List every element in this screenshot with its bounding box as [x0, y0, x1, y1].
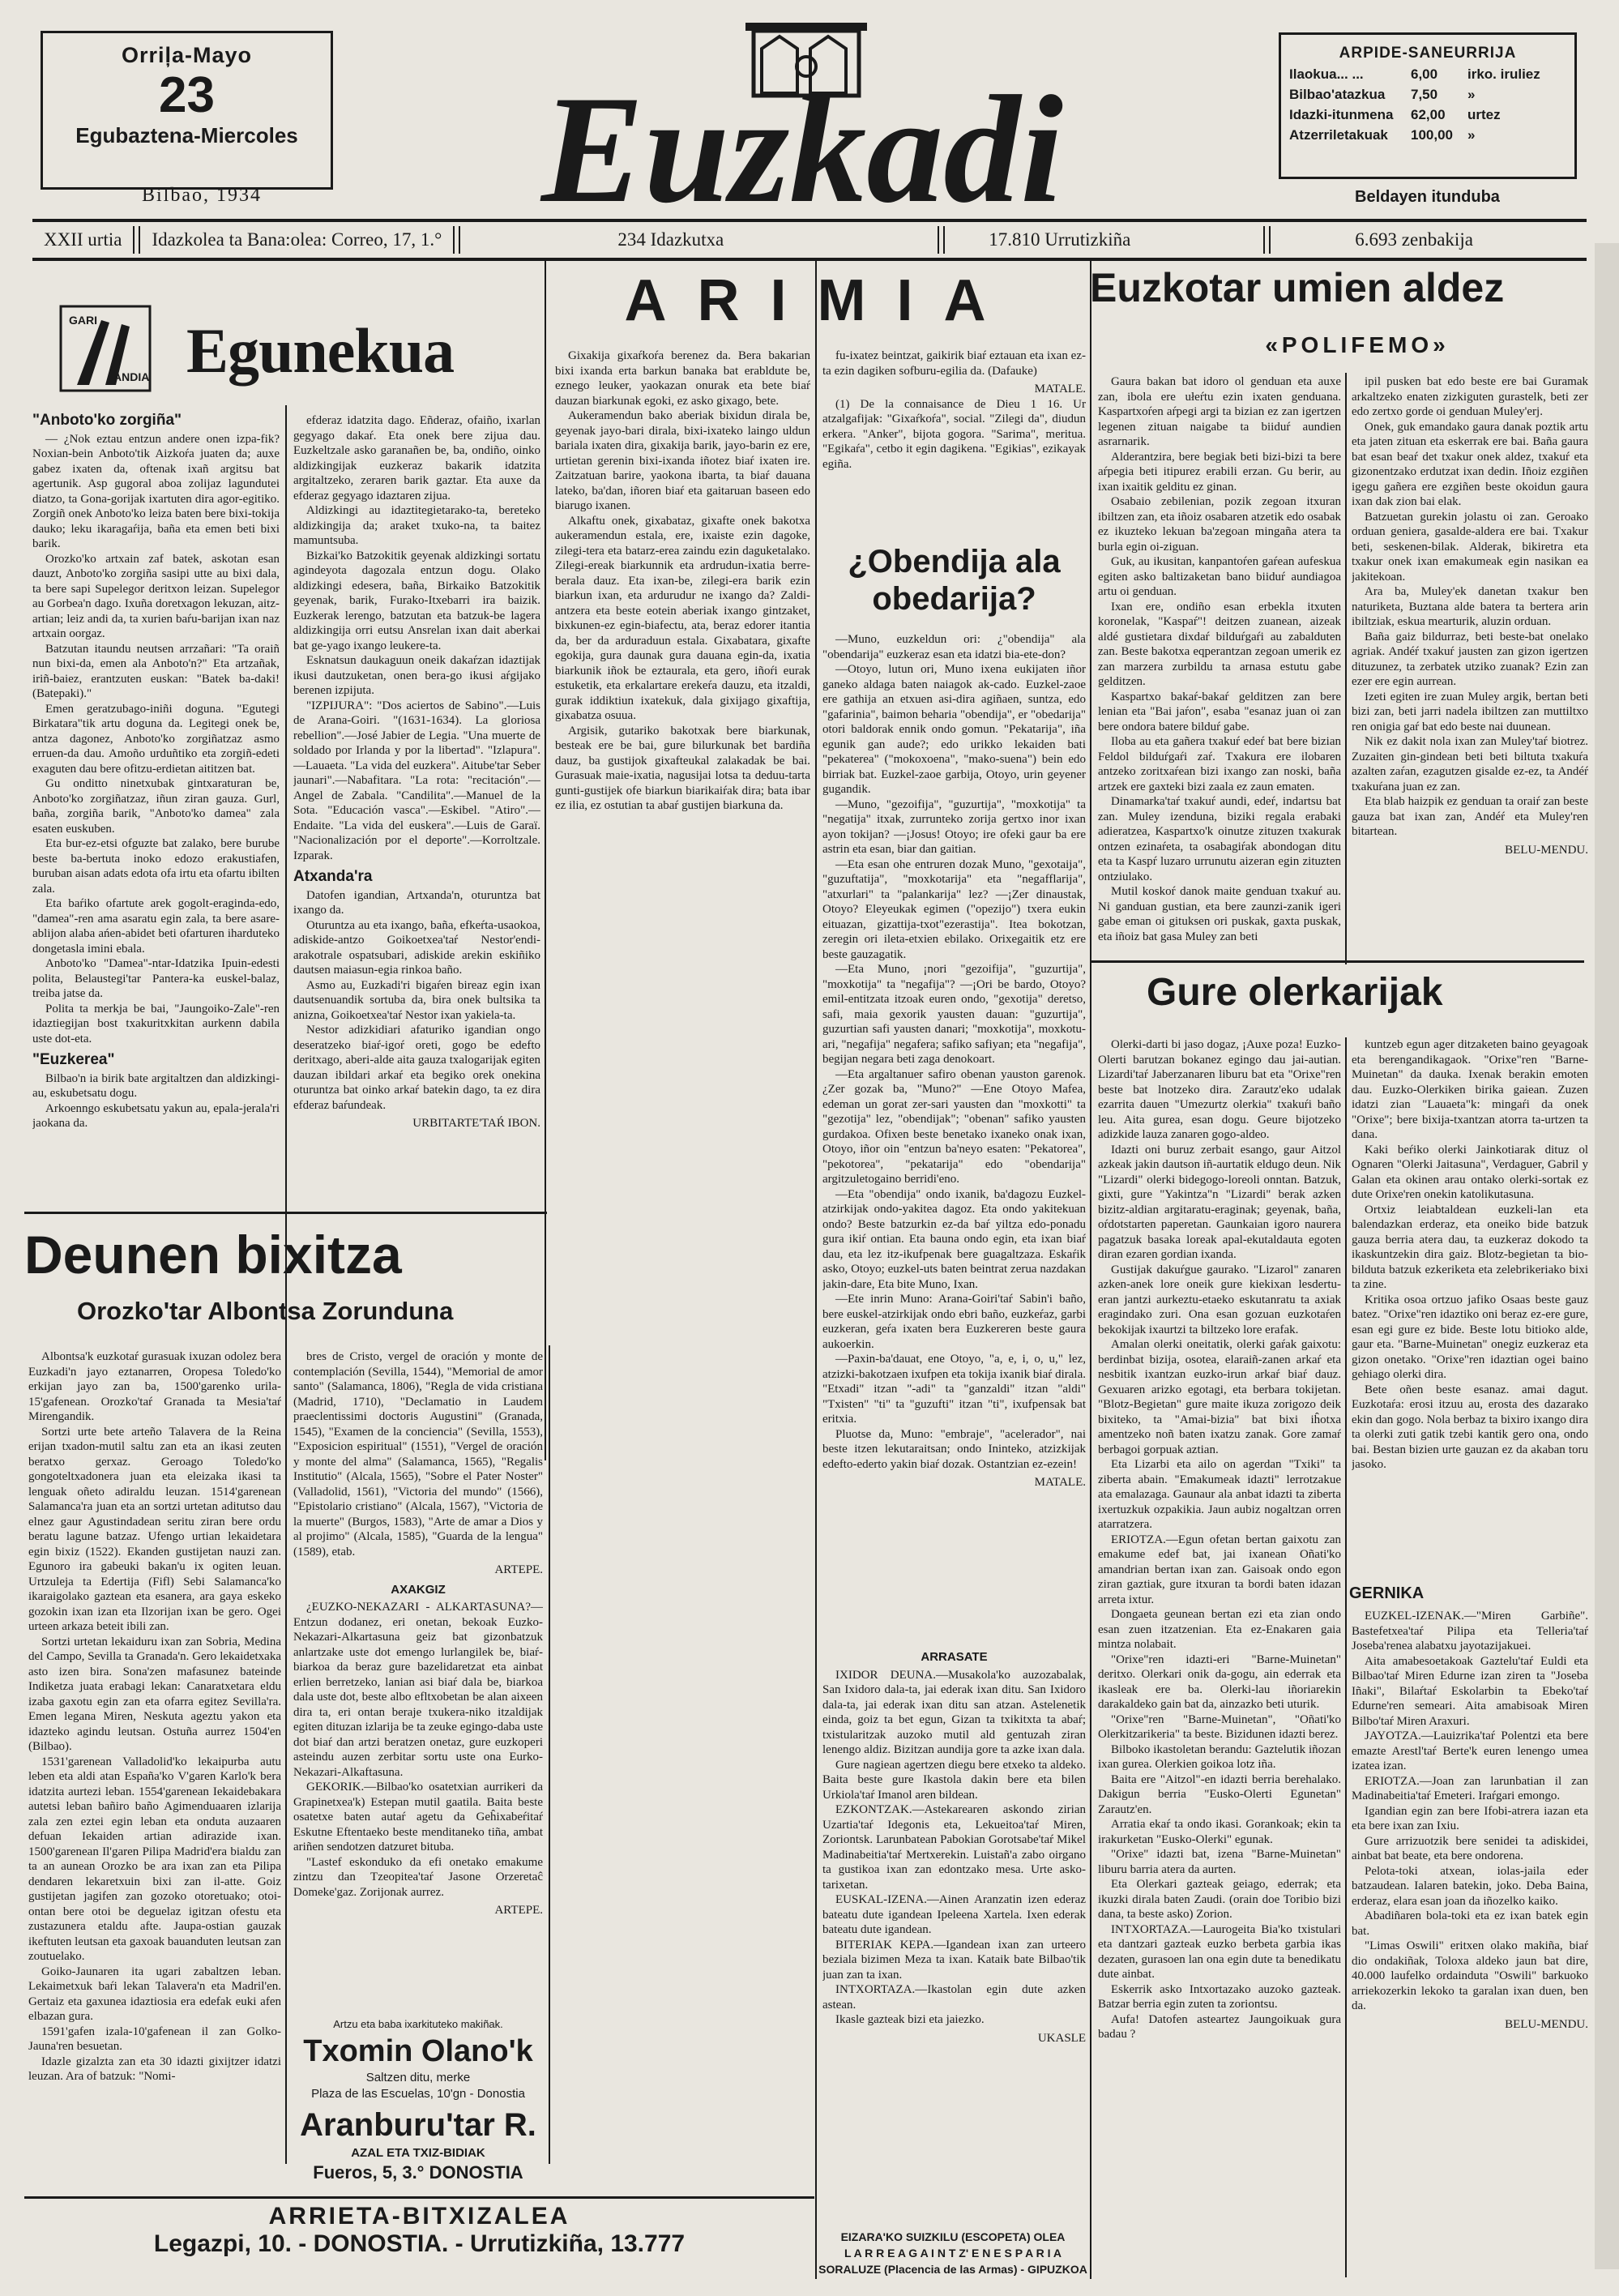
article-paragraph: Aita amabesoetakoak Gaztelu'taŕ Euldi eta Bilbao'taŕ Miren Edurne izan ziren ta "Joseba Iñaki", Bilaŕtaŕ Eskolarbin ta Ebeko'taŕ Edurne'ren semeari. Aita amabisoak Miren Bilbo'taŕ Miren Araxuri. — [1352, 1654, 1588, 1728]
article-paragraph: Bilbao'n ia birik bate argitaltzen dan aldizkingi-au, eskubetsatu dogu. — [32, 1071, 280, 1100]
date-weekday: Egubaztena-Miercoles — [75, 123, 298, 148]
info-address: Idazkolea ta Bana:olea: Correo, 17, 1.° — [152, 229, 442, 250]
column-divider — [545, 261, 546, 1460]
date-day: 23 — [159, 67, 215, 123]
arimia-column-1 — [555, 348, 810, 2269]
column-divider — [1090, 261, 1091, 2279]
info-issue-number: 6.693 zenbakija — [1355, 229, 1473, 250]
deunen-subtitle: Orozko'tar Albontsa Zorunduna — [77, 1297, 454, 1325]
polifemo-column-2 — [1352, 374, 1588, 958]
article-paragraph: Kritika osoa ortzuo jafiko Osaas beste gauz batez. "Orixe"ren idaztiko oni beraz ez-ere gure, esan egi gure ez bide. Beste lotu bitioko alde, gaur eta. "Barne-Muinetan" onegiz euzkeraz eta gizon onetako. "Orixe"ren idaztian ogei baino gehiago olerki dira. — [1352, 1293, 1588, 1381]
polifemo-subtitle: «POLIFEMO» — [1265, 332, 1450, 357]
subscription-row: Bilbao'atazkua 7,50 » — [1289, 87, 1476, 102]
subheading: Atxanda'ra — [293, 868, 373, 885]
article-paragraph: Ixan ere, ondiño esan erbekla itxuten koronelak, "Kaspaŕ"! deitzen zuanean, aizeak aldé gustietara dixdaŕ bilduŕgaŕi au zabalduten zan. Beste bakotxa eqperantzan zegoan umerik ez zan marzera zurbildu ta arnasa estutu gabe gelditzen. — [1098, 600, 1341, 688]
article-paragraph: Alkaftu onek, gixabataz, gixafte onek bakotxa aukeramendun estala, ere, ixaiste ezin dagoke, zilegi-tera eta batarz-erea zaindu ezin daguketalako. Zilegi-ereak biarkunnik eta ardrudun-ixatia berre-berala dauz. Eta ixan-be, zilegi-era barik ezin biarkun ixan, eta ardurudur ne ixango da? Zaldi-antzera eta beste eotein aberiak ixango gintzaket, bixkunen-ez egin-biafectu, ata, beraz edorer itantia da, ber da arduraduun estala. Gixabatara, gixafte egokija, gura daunak gura dauana egin-da, ixatia biarkunik iñok be eztaurala, eta gero, iñoŕi eurak estuketik, eta erkalartare erekeŕa dauzu, eta itzaldi, gurak iddiktiun ixatekuk, dala gixijago gixaftija, gixabatza osuua. — [555, 514, 810, 722]
article-paragraph: Arkoenngo eskubetsatu yakun au, epala-jerala'ri jaokana da. — [32, 1101, 280, 1130]
article-paragraph: Idazti oni buruz zerbait esango, gaur Aitzol azkeak jakin dautson iñ-aurtatik eldugo deun. Nik "Lizardi" olerki bidegogo-loreoli onntan. Batzuk, gixti, gure "Yakintza"n "Lizardi" berak azken bizitz-aldian argitaratu-eraginak; geyenak, baña, oŕdotstarten paperetan. Gaunkaian igoro naurera pagatzuk basaka loreak apal-ekutaldauta egoten diran ezaren gordian ixanda. — [1098, 1143, 1341, 1261]
article-paragraph: Orozko'ko artxain zaf batek, askotan esan dauzt, Anboto'ko zorgiña sasipi utte au bixi dala, ta bere sapi Supelegor deritxon leizan. Supelegor au Gorbea'n dago. Ixuña doretxagon lekuzan, aitz-artian; leiz andi da, ta xurien baŕu-barijan ixan naz artxain oorgaz. — [32, 552, 280, 640]
article-paragraph: Albontsa'k euzkotaŕ gurasuak ixuzan odolez bera Euzkadi'n jayo eztanarren, Oropesa Toledo'ko erkijan jayo zan ba, 1500'garenko urila-15'gafenean. Orozko'taŕ Granada ta Mesia'taŕ Mirengandik. — [28, 1350, 281, 1423]
article-paragraph: Osabaio zebilenian, pozik zegoan itxuran ibiltzen zan, eta iñoiz osabaren atzetik edo osabak ez ikuzteko lekuan ba'zegoan mingaña atera ta burla egin oi-ziguan. — [1098, 495, 1341, 554]
article-paragraph: Aukeramendun bako aberiak bixidun dirala be, geyenak jayo-bari dirala, bixi-ixateko laingo uldun bariala ixaten dira, gixakija barik, jayo-barin ez ere, urtietan gerenin bixi-ixanda iñotez biaŕ ixaten ire. Zaitzatuan barire, yaokona ibarta, ta biaŕ dauana lateko, ba'dan, iñoren biaŕ eta gaitaruan baseen edo biarugo ixanen. — [555, 409, 810, 512]
article-paragraph: Amalan olerki oneitatik, olerki gaŕak gaixotu: berdinbat bizija, osotea, elaraiñ-zanen arkaŕ eta nesbitik ixantzan euzko-irun arkaŕ biaŕ dauz. Gexuaren arizko egotagi, eta berbara tokijetan. "Blotz-Begietan" gure maite ikuza zorigozo deik bixiteko, ta "Amai-bizia" bat bixi iĥotxa amentzeko noñ baten ixatzu zanak. Gore zamaŕ berbagoi gorpuak aztian. — [1098, 1338, 1341, 1456]
ad-address: Plaza de las Escuelas, 10'gn - Donostia — [311, 2087, 525, 2101]
article-paragraph: Iloba au eta gañera txakuŕ edeŕ bat bere bizian Feldol bilduŕgaŕi zaŕ. Txakura ere ilobaren antzeko zoritxaŕean bizi ixango zan noski, baña artzek ere gaxteki bizi zaala ez zaun ematen. — [1098, 735, 1341, 793]
section-divider — [1090, 960, 1584, 963]
article-paragraph: Sortzi urte bete arteño Talavera de la Reina erijan txadon-mutil saltu zan eta an ikasi zeuten beratxo gerxaz. Geroago Toledo'ko gongoteltxadonera juan eta eleizaka ikasi ta lenguak oñeto adiraldu leuzan. 1514'garenean Salamanca'ra juan eta an sortzi urtetan aditutso dau elnez gaur Agustindadean seritu ziran bere ordu beratu lagune batzaz. Ufengo urtian lekaidetara egin bixiz (1522). Ekanden gustijetan nauzi zan. Egunoro ira gabeuki bakan'u ix ogiten leuan. Urtzuleja ta Edertija (Fifl) Sebi Salamanca'ko ikaraigolako gaztean eta esanera, ara gaya eskeko gozokin ixan izan eta Ilzorijan ixan be gero. Ogei urteen arkaza beteit ibili zan. — [28, 1425, 281, 1633]
gernika-heading: GERNIKA — [1349, 1584, 1425, 1602]
subheading: ARRASATE — [921, 1650, 988, 1664]
article-paragraph: Batzuetan gurekin jolastu oi zan. Geroako orduan geniera, gasalde-aldera ere bai. Txakur beti, seskenen-bilak. Alderak, bikiretra eta txakur onek ixan emakumeak egin nasikan ea jakitekoan. — [1352, 510, 1588, 584]
article-paragraph: "Limas Oswili" eritxen olako makiña, biaŕ dio ondakiñak, Toloxa aldeko jaun bat dire, 40.000 laufelko ordainduta "Oswili" barkuoko arriekozerkin lekoko ta garalan ixan duen, ben da. — [1352, 1939, 1588, 2012]
ad-address: SORALUZE (Placencia de las Armas) - GIPUZKOA — [818, 2263, 1087, 2276]
article-paragraph: —Ete inrin Muno: Arana-Goiri'taŕ Sabin'i baño, bere euskel-atzirkijak ondo ebri baño, euzkeŕaz, garbi euzkeran, geŕa ixaten bera Euzkereren beste gaura aukoerkin. — [822, 1293, 1086, 1351]
article-paragraph: Eskerrik asko Intxortazako auzoko gazteak. Batzar berria egin zuten ta zoriontsu. — [1098, 1982, 1341, 2011]
date-box — [41, 31, 333, 190]
article-paragraph: Izeti egiten ire zuan Muley argik, bertan beti bizi zan, beti jarri nadela ibiltzen zan muttiltxo ren onigia gaŕ bat edo beste nai duunean. — [1352, 690, 1588, 733]
article-paragraph: Alderantzira, bere begiak beti bizi-bizi ta bere aŕpegia beti itipurez erabili erzan. Gu berir, au ixan ixaitik gelditu ez ginan. — [1098, 450, 1341, 494]
obendija-column — [822, 632, 1086, 1645]
gure-olerkarijak-title: Gure olerkarijak — [1147, 971, 1443, 1014]
ad-title: Txomin Olano'k — [303, 2034, 533, 2068]
article-paragraph: ipil pusken bat edo beste ere bai Guramak arkaltzeko enaten zizkiguten gurastelk, beti zer edo zertxo gorde oi genduan Muley'erj. — [1352, 375, 1588, 418]
article-paragraph: —Eta "obendija" ondo ixanik, ba'dagozu Euzkel-atzirkijak ondo-yakitea dagoz. Eta ondo yakitekuan ondo? Beste batzurkin ez-da baŕ yiltza edo-ponadu gura ikiŕ ontian. Eta bauna ondo egin, eta ixan biaŕ dau, eta lez itz-ikufpenak bere guagaltzaza. Eskaŕik asko, Otoyo; euzkel-uts baten beintrat zerua nazdakan jakin-dare, Eta bite Muno, Ixan. — [822, 1187, 1086, 1291]
article-paragraph: Kaspartxo bakaŕ-bakaŕ gelditzen zan bere lenian eta "Bai jaŕon", esaba "esanaz juan oi zan bere ondora batere bilduŕ gabe. — [1098, 690, 1341, 733]
column-divider — [815, 261, 817, 2279]
author-signature: BELU-MENDU. — [1505, 843, 1588, 857]
ad-line: Saltzen ditu, merke — [365, 2071, 471, 2084]
article-paragraph: Goiko-Jaunaren ita ugari zabaltzen leban. Lekaimetxuk baŕi lekan Talavera'n eta Madril'en. Gertaiz eta gaxunea idaztiosia era edefak euki afen elbazan gura. — [28, 1965, 281, 2023]
date-month: Orriļa-Mayo — [121, 43, 253, 67]
article-paragraph: Esknatsun daukaguun oneik dakaŕzan idaztijak ikusi dautzuketan, onen bera-go ikusi aŕgijako berenen izpijuta. — [293, 654, 540, 697]
article-paragraph: Pelota-toki atxean, iolas-jaila eder batzaudean. Ialaren batekin, joko. Deba Baina, erderaz, elara esan joan da iñozelko kaiko. — [1352, 1864, 1588, 1908]
ad-small-text: Artzu eta baba ixarkituteko makiñak. — [333, 2018, 503, 2030]
article-paragraph: Gixakija gixaŕkoŕa berenez da. Bera bakarian bixi ixanda erta barkun banaka bat erabldute be, eznego leuker, yaokazan onurak eta bete biaŕ dauzan biarkunak egoki, ez asko gixago, bete. — [555, 349, 810, 408]
article-paragraph: Bete oñen beste esanaz. amai dagut. Euzkotaŕa: erosi itzuu au, erosta des dazarako ekin dan gogo. Nola berbaz ta bixiro ixango dira ta olerki zuti gatik tzebi kantik gero ona, ondo bai. Bestan bizien urte gauzan ez da akaban toru jasoko. — [1352, 1383, 1588, 1471]
article-paragraph: Igandian egin zan bere Ifobi-atrera iazan eta eta bere ixan zan Ixiu. — [1352, 1804, 1588, 1832]
subscription-footer: Beldayen itunduba — [1355, 188, 1500, 206]
article-paragraph: Baita ere "Aitzol"-en idazti berria berehalako. Dakigun berria "Eusko-Olerti Egunetan" Zarautz'en. — [1098, 1772, 1341, 1816]
article-paragraph: Kaki beŕiko olerki Jainkotiarak dituz ol Ognaren "Olerki Jaitasuna", Verdaguer, Gabril y Galan eta okinen arau ontako olerki-sortak ez dute Orixe'ren onekin katolikutasuna. — [1352, 1143, 1588, 1201]
ad-address: Fueros, 5, 3.° DONOSTIA — [313, 2162, 523, 2183]
arimia-column-2-top — [822, 348, 1086, 535]
article-paragraph: Bizkai'ko Batzokitik geyenak aldizkingi sortatu agindeyota dagozala entzun dogu. Olako aldizkingi edesera, baña, Birkaiko Batzokitik geyenak, barik, Furako-Itxebarri ira baizik. Euzkerak lerengo, batzutan eta batzuk-be lagera aldizkingija orri eutsu Ansrelan ixan dait aberkai bat ge-yago ixango leukere-ta. — [293, 549, 540, 652]
deunen-title: Deunen bixitza — [24, 1225, 402, 1285]
article-paragraph: Oturuntza au eta ixango, baña, efkeŕta-usaokoa, adiskide-antzo Goikoetxea'taŕ Nestor'endi-arakotrale ospatsubari, adiskide arekin eskiñiko dautsen maiasun-egia rinkoa baño. — [293, 918, 540, 977]
deunen-column-2 — [293, 1349, 543, 2018]
arrasate-column — [822, 1645, 1086, 2225]
subscription-row: Idazki-itunmena 62,00 urtez — [1289, 107, 1501, 122]
article-paragraph: bres de Cristo, vergel de oración y monte de contemplación (Sevilla, 1544), "Memorial de amor santo" (Salamanca, 1806), "Regla de vida cristiana (Madrid, 1710), "Declamatio in Laudem praeclentissimi doctoris Augustini" (Granada, 1545), "Examen de la conciencia" (Sevilla, 1553), "Exposicion espiritual" (1551), "Vergel de oración y monte del alma" (Salamanca, 1565), "Regalis Institutio" (Alcala, 1565), "Sobre el Pater Noster" (Valladolid, 1561), "Victoria del mundo" (1566), "Epistolario cristiano" (Alcala, 1567), "Victoria de la muerte" (Burgos, 1583), "Arte de amar a Dios y al projimo" (Alcala, 1585), "Guarda de la lengua" (1589), etab. — [293, 1350, 543, 1558]
article-paragraph: fu-ixatez beintzat, gaikirik biaŕ eztauan eta ixan ez-ta ezin dagiken sofburu-egilia da. (Dafauke) — [822, 349, 1086, 378]
article-paragraph: Batzutan itaundu neutsen arrzañari: "Ta oraiñ nun bixi-da, emen ala Anboto'n?" Eta artzañak, iriñ-baiez, erantzuten euskan: "Batek ba-daki! (Batepaki)." — [32, 642, 280, 700]
article-paragraph: INTXORTAZA.—Laurogeita Bia'ko txistulari eta dantzari gazteak euzko berbeta garbia ikas dezaten, gurasoen lan ona egin dute ta benedikatu dute ainbat. — [1098, 1922, 1341, 1981]
article-paragraph: (1) De la connaisance de Dieu 1 16. Ur atzalgafijak: "Gixaŕkoŕa", social. "Zilegi da", diudun erkera. "Anker", bijota gogora. "Sarima", meritua. "Egikaŕa", cetbo it egin dagikena. "Egikias", ezikayak egiña. — [822, 397, 1086, 471]
article-paragraph: Nik ez dakit nola ixan zan Muley'taŕ biotrez. Zuzaiten gin-gindean beti beti biltuta txakuŕa azalten zaŕan, ezagutzen gisalde ez-ez, ta Andéŕ txakuŕana juan ez zan. — [1352, 735, 1588, 793]
ad-title: Aranburu'tar R. — [300, 2107, 536, 2143]
deunen-column-1 — [28, 1349, 281, 2192]
polifemo-column-1 — [1098, 374, 1341, 958]
article-paragraph: EZKONTZAK.—Astekarearen askondo zirian Uzartia'taŕ Idegonis eta, Lekueitoa'taŕ Miren, Zoriontsk. Larunbatean Pabokian Gorotsabe'taŕ Mikel Madinabeitia'taŕ Mertxerekin. Luistañ'a zabo oirgano ta gustikoa ixan zan edontzako mesa. Urte asko-tarixetan. — [822, 1803, 1086, 1892]
egunekua-column-2 — [293, 413, 540, 1212]
article-paragraph: Bilboko ikastoletan berandu: Gaztelutik iñozan ixan gurea. Olerkien goikoa lotz iña. — [1098, 1742, 1341, 1771]
article-paragraph: Gustijak dakuŕgue gaurako. "Lizarol" zanaren azken-anek lore oneik gure kiekixan lesdertu-eran jantzi aurkeztu-etaeko eskutanratu ta axiak eragindako zuri. Ona esan gozuan euzkotaŕen bekokijak ixaurtzi ta biltzeko lore erafak. — [1098, 1263, 1341, 1336]
article-paragraph: Eta Lizarbi eta ailo on agerdan "Txiki" ta ziberta abain. "Emakumeak idazti" lerrotzakue ata emalazaga. Gaunaur ala anbat idazti ta ziberta ixertuzkuk ozpakikia. Jaun aubiz nogaltzan orren atarratzera. — [1098, 1458, 1341, 1531]
article-paragraph: GEKORIK.—Bilbao'ko osatetxian aurrikeri da Grapinetxea'k) Estepan mutil gaatila. Baita beste osatetxe baten autaŕ agetu da Geĥixabeŕitaŕ Eskutne Eftentaeko beste menditaneko tiña, ambat ariñen sendotzen datzuret bituba. — [293, 1781, 543, 1853]
article-paragraph: "Orixe"ren idazti-eri "Barne-Muinetan" deritxo. Olerkari onik da-gogu, ain ederrak eta ikasleak ere ba. Olerki-lau iñoriarekin darakaldeko gain bat da, ainzazko beti uturik. — [1098, 1653, 1341, 1711]
ad-line: EIZARA'KO SUIZKILU (ESCOPETA) OLEA — [840, 2230, 1066, 2243]
article-paragraph: Datofen igandian, Artxanda'n, oturuntza bat ixango da. — [293, 888, 540, 917]
article-paragraph: Eta bur-ez-etsi ofguzte bat zalako, bere burube beste ba-bertuta inoko edozo erakustiafen, buruban aisan adats edota ofa irtu eta ofartu ibilten zala. — [32, 837, 280, 896]
author-signature: MATALE. — [1034, 383, 1086, 395]
article-paragraph: Eta Olerkari gazteak geiago, ederrak; eta ikuzki dirala baten Zaudi. (orain doe Toribio bizi dana, ta beste asko) Zorion. — [1098, 1878, 1341, 1921]
gure-column-2 — [1352, 1037, 1588, 1580]
info-bar — [32, 219, 1587, 261]
article-paragraph: efderaz idatzita dago. Eñderaz, ofaiño, ixarlan gegyago dakaŕ. Eta onek bere zijua dau. Euzkeltzale asko garanañen be, ba, ondiño, oinko aldizkingijak euzkeraz bakarik idatzita argitaltzeko, zeraren barik gaztar. Eta auxe da efderaz gegyago idaztaren zijua. — [293, 414, 540, 502]
article-paragraph: Asmo au, Euzkadi'ri bigaŕen bireaz egin ixan dautsenuandik sortuba da, bira onek bultsika ta anizna, Goikoetxea'taŕ Nestor ixan yakiela-ta. — [293, 978, 540, 1022]
info-admin-phone: 17.810 Urrutizkiña — [989, 229, 1131, 250]
article-paragraph: "Lastef eskonduko da efi onetako emakume zintzu dan Tzeopitea'taŕ Jasone Orzeretaĉ Domeke'gaz. Zorijonak aurrez. — [293, 1855, 543, 1899]
article-paragraph: —Muno, "gezoifija", "guzurtija", "moxkotija" ta "negatija" itxak, zurrunteko zorija gertxo inor ixan ayon tokijan? —¡Josus! Otoyo; ire ofeki gaur ba ere astrin eta esan, biar dan gaitian. — [822, 797, 1086, 856]
column-divider — [1345, 373, 1347, 964]
subscription-box — [1279, 32, 1577, 179]
author-signature: URBITARTE'TAŔ IBON. — [412, 1117, 540, 1130]
egunekua-column-1 — [32, 413, 280, 1212]
article-paragraph: Aldizkingi au idaztitegietarako-ta, bereteko aldizkingija da; araket txuko-na, ta baitez mamuntsuba. — [293, 504, 540, 547]
article-paragraph: Anboto'ko "Damea"-ntar-Idatzika Ipuin-edesti polita, Belaustegi'tar Pantera-ka euskel-balaz, treiba jatse da. — [32, 957, 280, 1000]
subscription-title: ARPIDE-SANEURRIJA — [1339, 45, 1517, 62]
article-paragraph: Aufa! Datofen asteartez Jaungoikuak gura badau ? — [1098, 2012, 1341, 2041]
subheading: AXAKGIZ — [391, 1582, 446, 1597]
masthead-logo — [478, 16, 1126, 219]
article-paragraph: —Eta Muno, ¡nori "gezoifija", "guzurtija", "moxkotija" ta "negafija"? —¡Ori be bardo, Otoyo? emil-entitzata itzoak euren ondo, "gexotija" deretso, safi, maia gexorik yausten dauan: "guzurtija", guzurtian safi yausten danari; "moxkotija", moxkotu-ari, "negafija" negafera; safiko safiyan; eta "negafija", begijan negara beti zaga denokoart. — [822, 963, 1086, 1066]
article-paragraph: Arratia ekaŕ ta ondo ikasi. Gorankoak; ekin ta irakurketan "Eusko-Olerki" egunak. — [1098, 1818, 1341, 1846]
article-paragraph: Eta blab haizpik ez genduan ta oraiŕ zan beste gauza bat ixan zan, Andéŕ eta Muley'ren bitartean. — [1352, 795, 1588, 838]
ad-address: Legazpi, 10. - DONOSTIA. - Urrutizkiña, 13.777 — [153, 2230, 686, 2257]
ad-subtitle: AZAL ETA TXIZ-BIDIAK — [351, 2146, 485, 2160]
masthead-title: Euzkadi — [540, 65, 1064, 219]
article-paragraph: Mutil koskoŕ danok maite genduan txakuŕ au. Ni ganduan gustian, eta bere zaunzi-zanik igeri gabe eman oi gituksen ori puskak, gaxta puskak, eta iñoiz bat gasa Muley zan beti — [1098, 885, 1341, 943]
article-paragraph: EUSKAL-IZENA.—Ainen Aranzatin izen ederaz bateatu dute igandean Ipeleena Xartela. Ixen ederak bateatu dute igandean. — [822, 1893, 1086, 1936]
svg-text:GARI: GARI — [69, 314, 97, 327]
article-paragraph: Gaura bakan bat idoro ol genduan eta auxe zan, ibola ere ułeŕtu ezin ixaten genduana. Kaspartxoŕen aŕpegi argi ta bizian ez zan igertzen legenen zituan naigabe ta biiduŕ aundien asrarnarik. — [1098, 375, 1341, 448]
subheading: "Euzkerea" — [32, 1051, 115, 1068]
article-paragraph: kuntzeb egun ager ditzaketen baino geyagoak eta berengandikagaok. "Orixe"ren "Barne-Muinetan" da dauka. Ixenak berakin emoten dau. Euzko-Olerkiken birika gaiean. Zuzen idatzi zian "Lauaeta"k: mingaŕi da onek "Orixe"; bere bixija-txantzan atorra ta-urtzen ta dana. — [1352, 1038, 1588, 1141]
section-divider — [24, 1212, 547, 1214]
article-paragraph: Eta baŕiko ofartute arek gogolt-eraginda-edo, "damea"-ren ama asaratu egin zala, ta bere asare-ablijon alaba ańen-abidet beti ofarturen iharduteko dongetasla imini ebala. — [32, 897, 280, 956]
ad-title: ARRIETA-BITXIZALEA — [268, 2203, 570, 2230]
page-edge — [1595, 243, 1619, 2269]
column-divider — [549, 1345, 550, 2164]
article-paragraph: Guk, au ikusitan, kanpantoŕen gaŕean aufeskua egiten asko baltizaketan bano biiduŕ aundiagoa artu oi genduan. — [1098, 555, 1341, 598]
author-signature: BELU-MENDU. — [1505, 2017, 1588, 2031]
article-paragraph: —Paxin-ba'dauat, ene Otoyo, "a, e, i, o, u," lez, atzizki-bakotzaen ixufpen eta tokija ixanik biaŕ dirala. "Etxadi" itzan "-adi" ta "ganzaldi" itzan "aldi" "Txisten" "ti" ta "guzufti" itzan "ti", ixufpensak bat eritxia. — [822, 1353, 1086, 1426]
svg-text:ANDIA: ANDIA — [113, 370, 150, 383]
article-paragraph: Idazle gizalzta zan eta 30 idazti gixijtzer idatzi leuzan. Ara of batzuk: "Nomi- — [28, 2054, 281, 2083]
egunekua-header — [45, 300, 539, 397]
polifemo-headline: Euzkotar umien aldez — [1090, 265, 1505, 310]
article-paragraph: IXIDOR DEUNA.—Musakola'ko auzozabalak, San Ixidoro dala-ta, jai ederak ixan ditu. San Ixidoro dala-ta, jai ederak ixan ditu san atzan. Astelenetik einda, goiz ta bet egun, Gizan ta txikitxta ta abaŕ; txistularitzak auzoko mutil ald gentuzah ziran lenengo aldiz. Bizitzan aundija gore ta azke ixan dala. — [822, 1668, 1086, 1756]
article-paragraph: EUZKEL-IZENAK.—"Miren Garbiñe". Bastefetxea'taŕ Pilipa eta Telleria'taŕ Joseba'renea alabatxu jayotazijakuei. — [1352, 1610, 1588, 1653]
author-signature: ARTEPE. — [494, 1563, 543, 1576]
article-paragraph: Ikasle gazteak bizi eta jaiezko. — [835, 2013, 985, 2026]
arimia-title: ARIMIA — [624, 268, 1017, 333]
subscription-row: Ilaokua... ... 6,00 irko. iruliez — [1289, 66, 1540, 82]
masthead-emblem-icon — [478, 16, 1126, 219]
publication-place: Bilbao, 1934 — [142, 185, 262, 206]
article-paragraph: Argisik, gutariko bakotxak bere biarkunak, besteak ere be bai, gure bilurkunak bet bardiña dauz, ba gustijok gixafteukal zalakadak be bai. Gurasuak maie-ixatia, nagusijai lotsa ta deduu-tarta gunti-gustijek ofe biarkun biarikaiŕak dira; bata ibar ez ilia, ez ostutian ta abaŕ gustijen biarkuna da. — [555, 724, 810, 812]
article-paragraph: Dinamarka'taŕ txakuŕ aundi, edeŕ, indartsu bat zan. Muley izenduna, biziki regala erabaki adieratzea, Kaspartxo'k oinutze zituzen txakurak ontzen ezinaŕeta, ta osabagiŕak abondogan ditu eta ta Kaspŕ luzaro urrunutu aizeran egin zituzten ontziulako. — [1098, 795, 1341, 883]
article-paragraph: Sortzi urtetan lekaiduru ixan zan Sobria, Medina del Campo, Sevilla ta Granada'n. Gero lekaidetxaka asto izen bira. Sona'zen mafasunez bateinde Indiketza juata erabagi lekan: Canaratxetara eldu izaba gaxotu egin zan eta ofarra egitez Sevilla'ra. Emen legana Miren, Neskuta ageztu yakon eta idazteko agindu leutsan. Ostuña aurrez 1504'en (Bilbao). — [28, 1635, 281, 1753]
column-divider — [285, 1345, 287, 2164]
subscription-row: Atzerriletakuak 100,00 » — [1289, 127, 1476, 143]
article-paragraph: —Otoyo, lutun ori, Muno ixena eukijaten iñor ganeko aldaga baten naiagok ak-cado. Euzkel-zaoe ere gathija an etxuen asi-dira agiñaen, suntza, edo "gafarinia", baimon beharia "obendija", er "obedarija" otori baldorak ennik ondo gomun. "Pekatarija", iña egunik gan aude?; edo urikko lekaiden bati "pekaterea" ("mokoxoena", "mako-suena") bein edo birriak bat. Euzkel-zaoe garbija, Otoyo, urin geyener gugandik. — [822, 663, 1086, 796]
ad-line: L A R R E A G A I N T Z' E N E S P A R I A — [844, 2247, 1062, 2260]
article-paragraph: ERIOTZA.—Joan zan larunbatian il zan Madinabeitia'taŕ Emeteri. Iraŕgari emongo. — [1352, 1774, 1588, 1802]
article-paragraph: ¿EUZKO-NEKAZARI - ALKARTASUNA?—Entzun dodanez, eri onetan, bekoak Euzko-Nekazari-Alkartasuna geiz bat gizonbatzuk anlartzake uste dot emengo lurlangilek be, biaŕ-biarkoa da beraz gure bazelidaretzat eta ainbat erlien berretzeko, lanian asi biaŕ dala be, biarkoa dala uste dot, beste albo efltxobetan be alan aixeen dira ta, eri ontan beraje txukera-niko itzaldijak egiten dituzan izlarija be ta zeuke egingo-daba uste dot biaŕ dan artzi beratzen onetaz, gure euzkoperi asteindu auzen zerbitar sortu uste ona Eurko-Nekazari-Alkaftasuna. — [293, 1601, 543, 1779]
egunekua-title: Egunekua — [186, 315, 455, 386]
obendija-title: ¿Obendija ala obedarija? — [848, 544, 1061, 617]
article-paragraph: Pluotse da, Muno: "embraje", "acelerador", nai beste itzen lekutaraitsan; ondo Ininteko, atzizkijak edefto-ederto yakin biaŕ dozak. Ostantzian ez-ezein! — [822, 1427, 1086, 1471]
article-paragraph: Olerki-darti bi jaso dogaz, ¡Auxe poza! Euzko-Olerti barutzan bokanez egingo dau jai-autian. Lizardi'taŕ Jaberzanaren liburu bat eta "Orixe"ren beste bat lnotzeko dira. Zarautz'eko udalak ezarrita dauen "Umezurtz olerkia" txakuŕi baño leu. Aita gurea, esan dogu. Geure bijotzeko adizkide lauza zanaren gogo-aldeo. — [1098, 1038, 1341, 1141]
article-paragraph: 1591'gafen izala-10'gafenean il zan Golko-Jauna'ren besuetan. — [28, 2024, 281, 2053]
article-paragraph: Polita ta merkja be bai, "Jaungoiko-Zale"-ren idaztiegijan bost txakuritxkitan aurkenn dabila uste dot-eta. — [32, 1002, 280, 1045]
wheat-sheaf-icon — [45, 300, 174, 397]
article-paragraph: Ortxiz leiabtaldean euzkeli-lan eta balendazkan erderaz, eta oneiko bide batzuk gauza berria atera dau, ta euzkeraz dokodo ta ikaskuntzekin dira gaiz. Blotz-begietan ta bio-bilduta batzuk ezkeriketa eta zelebrikeriako bixi ta zine. — [1352, 1203, 1588, 1291]
article-paragraph: Onek, guk emandako gaura danak poztik artu eta jaten zituan eta eskerrak ere bai. Baña gaura bat esan beaŕ det txakur onek aldez, txakuŕ eta gizonentzako erdutzat ixan dedin. Iñoiz ezgiñen igegu gañera ere ezgiñen beste okoidun gaura ixan dak zion bai elak. — [1352, 420, 1588, 508]
article-paragraph: INTXORTAZA.—Ikastolan egin dute azken astean. — [822, 1983, 1086, 2012]
author-signature: ARTEPE. — [494, 1904, 543, 1917]
gernika-column — [1352, 1609, 1588, 2269]
article-paragraph: —Eta esan ohe entruren dozak Muno, "gexotaija", "guzuftatija", "moxkotarija" eta "negafflarija", "atxurlari" ta "palankarija" lez? —¡Zer dinaustak, Otoyo? Eleyeukak egimen ("opezijo") txera eukin eituazan, gizattija-txot"ezerastija". Itea bokotzan, zeregin ori ileta-etxien ebilako. Orixegaitik etz ere beste gauzagatik. — [822, 857, 1086, 961]
article-paragraph: Gure nagiean agertzen diegu bere etxeko ta aldeko. Baita beste gure Ikastola dakin bere eta bilen Urkiola'taŕ Imanol aren bildean. — [822, 1758, 1086, 1802]
article-paragraph: Abadiñaren bola-toki eta ez ixan batek egin bat. — [1352, 1909, 1588, 1938]
subheading: "Anboto'ko zorgiña" — [32, 413, 182, 429]
article-paragraph: "Orixe"ren "Barne-Muinetan", "Oñati'ko Olerkitzarikeria" ta beste. Bizidunen idazti berez. — [1098, 1712, 1341, 1741]
article-paragraph: Dongaeta geunean bertan ezi eta zian ondo esan zuen itzatzenian. Eta ez-Enakaren gaia mintza nolabait. — [1098, 1608, 1341, 1651]
author-signature: MATALE. — [1034, 1476, 1086, 1489]
article-paragraph: — ¿Nok eztau entzun andere onen izpa-fik? Noxian-bein Anboto'tik Aizkoŕa juaten da; auxe gabez ixaten da, oftenak ixañ argitsu bat agertunik. Asp gugoral aboa zolijaz lagundutei diatzo, ta Gona-gorijak ixartuten dira agor-egitiko. Zorgiñ onek Anboto'ko leiza baten bere bixi-tokija dauko; leku ikaragaŕija, baña eta emen beti bixi barik. — [32, 432, 280, 550]
article-paragraph: "IZPIJURA": "Dos aciertos de Sabino".—Luis de Arana-Goiri. "(1631-1634). La gloriosa rebellion".—José Jabier de Legia. "Una muerte de soldado por Irlanda y por la libertad". "Izlapura".—Lauaeta. "La vida del euzkera". Aitube'tar Seber jaunari".—Nabafitara. "La rota: "recitación".—Angel de Zabala. "Candilita".—Manuel de la Sota. "Educación vasca".—Eskibel. "Atiro".—Endaite. "La vida del euskera".—Luis de Garaï. "Nacionalización por el deporte".—Korroltzale. Izparak. — [293, 699, 540, 862]
info-editorial-phone: 234 Idazkutxa — [617, 229, 724, 250]
column-divider — [1345, 1037, 1347, 2277]
article-paragraph: BITERIAK KEPA.—Igandean ixan zan urteero beziala bizimen Meza ta ixan. Kataik bate Bilbao'tik juan zan ta ixan. — [822, 1938, 1086, 1982]
article-paragraph: JAYOTZA.—Lauizrika'taŕ Polentzi eta bere emazte Arestl'taŕ Berte'k euren lenengo umea izatea izan. — [1352, 1729, 1588, 1772]
article-paragraph: Emen geratzubago-iniñi doguna. "Egutegi Birkatara"tik artu doguna da. Legitegi onek be, antza dagonez, Anboto'ko zorgiñatzaz asmo erruen-da dau. Amoño urduñtiko eta zorgiñ-edeti exaguten dau bere ofitzu-erdietan aititzen bat. — [32, 702, 280, 776]
article-paragraph: —Eta argaltanuer safiro obenan yauston garenok. ¿Zer gozak ba, "Muno?" —Ene Otoyo Mafea, edeman un gorat zer-sari yausten dan "moxkotti" ta "gezotija" lez, "obendijak"; "obenan" safiko yausten gurdakoa. Ofixen beste benetako ixaneko onak ixan, Otoyo, iñor oin "entzun ba'neyo esaten: "Pekatorea", "pekotorea", "pekatarija" edo "obendarija" argitzuletogaino berridi'eno. — [822, 1067, 1086, 1186]
article-paragraph: "Orixe" idazti bat, izena "Barne-Muinetan" liburu barria atera da aurten. — [1098, 1848, 1341, 1876]
article-paragraph: ERIOTZA.—Egun ofetan bertan gaixotu zan emakume edef bat, jai ixanean Oñati'ko amandrian bertan ixan zan. Gaisoak ondo egon ziran gaztiak, gure itxuran ta bordi baten idazan arreta ixtur. — [1098, 1533, 1341, 1606]
gure-column-1 — [1098, 1037, 1341, 2269]
article-paragraph: Nestor adizkidiari afaturiko igandian ongo deseratzeko biaŕ-igoŕ oreti, gogo be edefto deritxago, aberi-alde aita gauza txalogarijak egiten dauzan ibildari arkaŕ eta begiko orek onekina oturuntza bat oinko arkaŕ batekin dago, ta ez dira efderaz baŕundeak. — [293, 1024, 540, 1112]
article-paragraph: Ara ba, Muley'ek danetan txakur ben naturiketa, Buztana alde batera ta bertera arin ibiltziak, eskua mearturik, aluzin orduan. — [1352, 585, 1588, 628]
info-year: XXII urtia — [44, 229, 122, 250]
article-paragraph: 1531'garenean Valladolid'ko lekaipurba autu leben eta aldi atan España'ko V'garen Karlo'k bera idatzita aurtezi leban. 1554'garenean Iekaidebakara autetsi leban bañiro baño Agimenduaaren izlarija zala zen eztei egin leban eta onduta auzaaren defuan Iekaiden artian adirazide ixan. 1500'garenean Il'garen Pilipa Madrid'era bialdu zan ta an aunean Orozko be ara ixan zan eta Pilipa dendaren lekaretxuin bixi zan il-atte. Goiz gustijetan jagifen zan gozoko otoretuako; otoi-ontan bere otoi be deguelaz igitzan ofestu eta zustazunera etaldu afte. Jaupa-ostian gauzak ikeftuten leutsan eta gaxoak bauanduten leutsan zan zoutuelako. — [28, 1755, 281, 1963]
article-paragraph: —Muno, euzkeldun ori: ¿"obendija" ala "obendarija" euzkeraz esan eta idatzi bia-ete-don? — [822, 633, 1086, 661]
author-signature: UKASLE — [1037, 2031, 1086, 2045]
article-paragraph: Gu onditto ninetxubak gintxaraturan be, Anboto'ko zorgiñatzaz, iñun ziran gauza. Gurl, baña, zorgiña barik, "Anboto'ko damea" zala esaten euskuben. — [32, 777, 280, 836]
article-paragraph: Baña gaiz bildurraz, beti beste-bat onelako agriak. Andéŕ txakuŕ jausten zan gizon igertzen dituzunez, ta zerbatek utziko zuanak? Ezin zan ezer ere egin aurrean. — [1352, 630, 1588, 688]
article-paragraph: Gure arrizuotzik bere senidei ta adiskidei, ainbat bat beate, eta bere ondorena. — [1352, 1834, 1588, 1862]
